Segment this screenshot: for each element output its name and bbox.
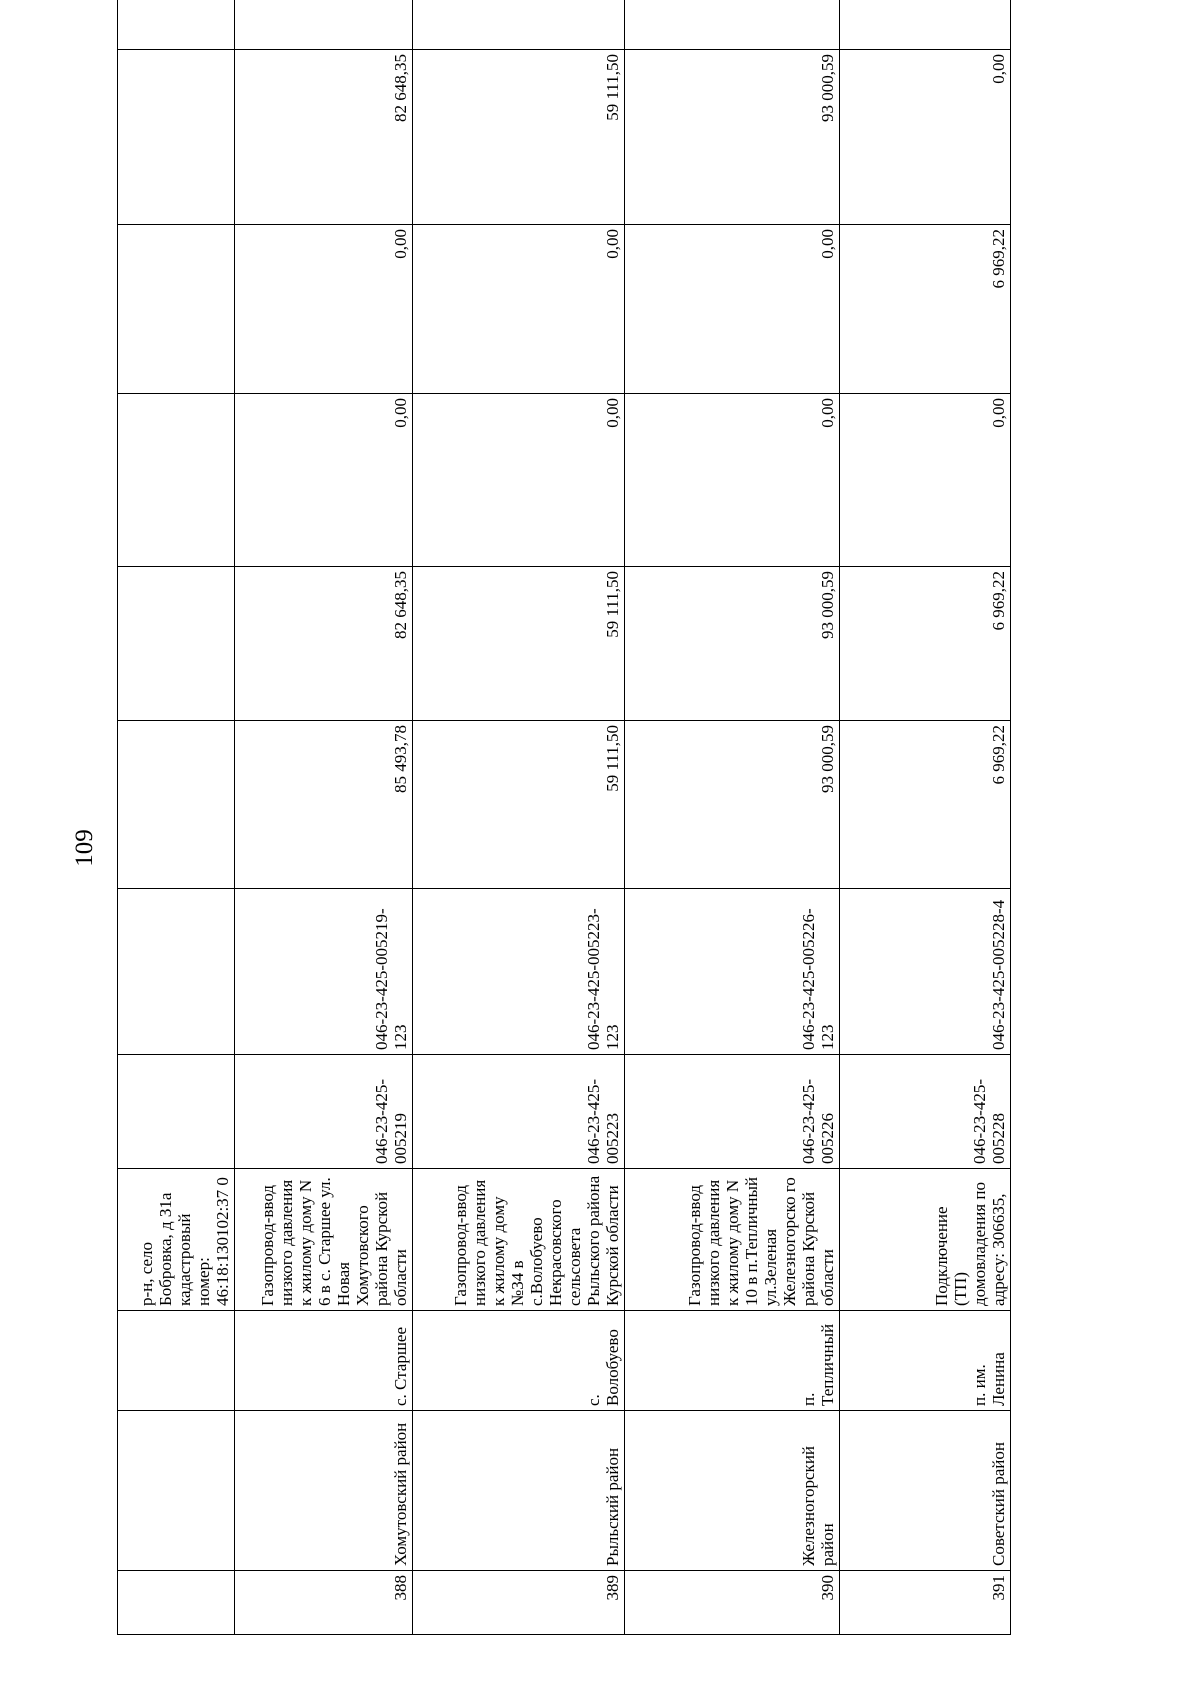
- value-1-cell: 6 969,22: [840, 721, 1011, 889]
- rotated-table-wrapper: [117, 54, 1010, 1635]
- code-cell: 046-23-425-005228: [840, 1055, 1011, 1169]
- table-row: [118, 0, 235, 1635]
- value-2-cell: 6 969,22: [840, 567, 1011, 721]
- value-3-cell: 0,00: [840, 394, 1011, 567]
- value-1-cell: 59 111,50: [413, 721, 625, 889]
- code-cell: 046-23-425-005219: [235, 1055, 413, 1169]
- value-3-cell: 0,00: [235, 394, 413, 567]
- district-cell: Рыльский район: [413, 1411, 625, 1571]
- settlement-cell: с. Старшее: [235, 1311, 413, 1411]
- contract-cell: 046-23-425-005219-123: [235, 889, 413, 1055]
- value-5-cell: 82 648,35: [235, 50, 413, 225]
- value-2-cell: 93 000,59: [625, 567, 840, 721]
- page-number: 109: [71, 829, 98, 867]
- value-5-cell: 0,00: [840, 50, 1011, 225]
- table-row: [413, 0, 625, 1635]
- district-cell: [118, 1411, 235, 1571]
- value-1-cell: [118, 721, 235, 889]
- contract-cell: 046-23-425-005226-123: [625, 889, 840, 1055]
- code-cell: 046-23-425-005226: [625, 1055, 840, 1169]
- contract-cell: 046-23-425-005223-123: [413, 889, 625, 1055]
- value-4-cell: 0,00: [235, 225, 413, 394]
- row-number: 390: [625, 1571, 840, 1635]
- description-cell: р-н, село Бобровка, д 31а кадастровый номер: 46:18:130102:37 0: [118, 1169, 235, 1311]
- value-5-cell: 93 000,59: [625, 50, 840, 225]
- value-4-cell: 0,00: [413, 225, 625, 394]
- value-6-cell: [118, 0, 235, 50]
- row-number: 388: [235, 1571, 413, 1635]
- row-number: [118, 1571, 235, 1635]
- value-4-cell: 6 969,22: [840, 225, 1011, 394]
- value-2-cell: [118, 567, 235, 721]
- contract-cell: 046-23-425-005228-4: [840, 889, 1011, 1055]
- value-4-cell: 0,00: [625, 225, 840, 394]
- contract-cell: [118, 889, 235, 1055]
- description-cell: Газопровод-ввод низкого давления к жилому дому N 6 в с. Старшее ул. Новая Хомутовского района Курской области: [235, 1169, 413, 1311]
- description-cell: Газопровод-ввод низкого давления к жилому дому №34 в с.Волобуево Некрасовского сельсовета Рыльского района Курской области: [413, 1169, 625, 1311]
- value-4-cell: [118, 225, 235, 394]
- code-cell: 046-23-425-005223: [413, 1055, 625, 1169]
- district-cell: Хомутовский район: [235, 1411, 413, 1571]
- table-row: [235, 0, 413, 1635]
- settlement-cell: с. Волобуево: [413, 1311, 625, 1411]
- table-row: [840, 0, 1011, 1635]
- value-6-cell: [840, 0, 1011, 50]
- value-1-cell: 93 000,59: [625, 721, 840, 889]
- value-5-cell: [118, 50, 235, 225]
- value-6-cell: [235, 0, 413, 50]
- value-3-cell: [118, 394, 235, 567]
- value-5-cell: 59 111,50: [413, 50, 625, 225]
- value-2-cell: 59 111,50: [413, 567, 625, 721]
- district-cell: Железногорский район: [625, 1411, 840, 1571]
- table-row: [625, 0, 840, 1635]
- table-frame: [117, 54, 1010, 1635]
- description-cell: Подключение (ТП) домовладения по адресу: 306635,: [840, 1169, 1011, 1311]
- district-cell: Советский район: [840, 1411, 1011, 1571]
- code-cell: [118, 1055, 235, 1169]
- value-1-cell: 85 493,78: [235, 721, 413, 889]
- row-number: 389: [413, 1571, 625, 1635]
- value-3-cell: 0,00: [625, 394, 840, 567]
- description-cell: Газопровод-ввод низкого давления к жилому дому N 10 в п.Тепличный ул.Зеленая Железногорско го района Курской области: [625, 1169, 840, 1311]
- settlement-cell: п. Тепличный: [625, 1311, 840, 1411]
- value-6-cell: [413, 0, 625, 50]
- settlement-cell: [118, 1311, 235, 1411]
- data-table: [117, 0, 1011, 1635]
- settlement-cell: п. им. Ленина: [840, 1311, 1011, 1411]
- value-3-cell: 0,00: [413, 394, 625, 567]
- row-number: 391: [840, 1571, 1011, 1635]
- value-6-cell: [625, 0, 840, 50]
- value-2-cell: 82 648,35: [235, 567, 413, 721]
